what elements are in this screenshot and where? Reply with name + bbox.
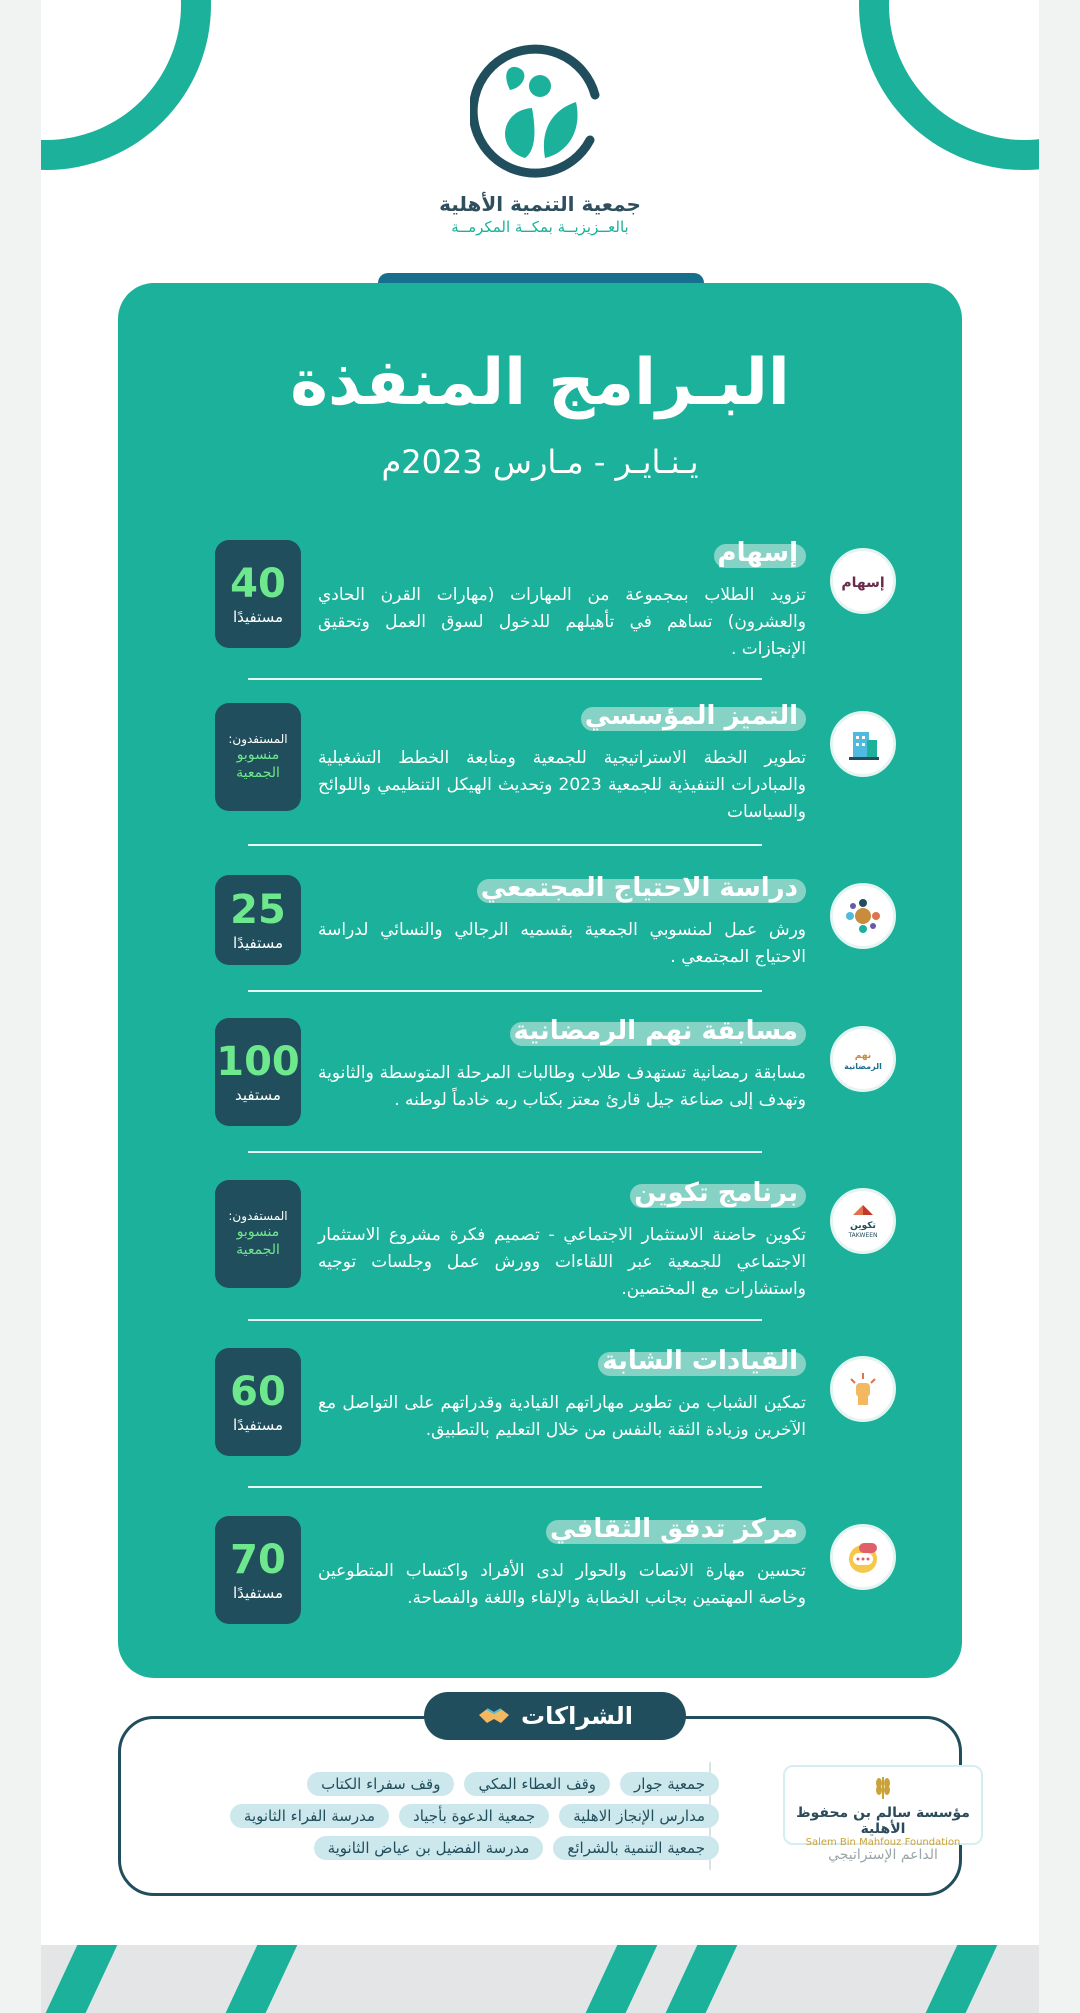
period-subtitle: يـنـايـر - مـارس 2023م [381, 443, 699, 481]
beneficiary-count: 40 [230, 561, 286, 607]
org-logo [41, 40, 1039, 236]
divider [248, 990, 762, 992]
program-description: تحسين مهارة الانصات والحوار لدى الأفراد واكتساب المتطوعين وخاصة المهتمين بجانب الخطابة والإلقاء واللغة والفصاحة. [318, 1561, 806, 1608]
programs-card [118, 283, 962, 1678]
sponsor-name-en: Salem Bin Mahfouz Foundation [805, 1837, 961, 1848]
building-icon [830, 711, 896, 777]
svg-text:تكوين: تكوين [850, 1221, 876, 1231]
footer-stripe [41, 1945, 122, 2013]
beneficiary-count: 70 [230, 1537, 286, 1583]
program-title: دراسة الاحتياج المجتمعي [477, 871, 806, 905]
footer-decoration [41, 1945, 1039, 2013]
program-title: مركز تدفق الثقافي [546, 1512, 806, 1546]
partners-list [219, 1772, 719, 1860]
partner-chip: وقف العطاء المكي [464, 1772, 610, 1796]
sponsor-name: مؤسسة سالم بن محفوظ الأهلية [796, 1805, 970, 1837]
program-description: تزويد الطلاب بمجموعة من المهارات (مهارات القرن الحادي والعشرون) تساهم في تأهيلهم للدخول لسوق العمل وتحقيق الإنجازات . [318, 585, 806, 659]
partner-chip: مدارس الإنجاز الاهلية [559, 1804, 719, 1828]
program-description: تطوير الخطة الاستراتيجية للجمعية ومتابعة الخطط التشغيلية والمبادرات التنفيذية للجمعية 2023 وتحديث الهيكل التنظيمي واللوائح والسياسات [318, 748, 807, 822]
beneficiary-label: مستفيدًا [232, 1584, 284, 1602]
partner-chip: جمعية الدعوة بأجياد [399, 1804, 549, 1828]
divider [248, 1151, 762, 1153]
partner-chip: مدرسة الفضيل بن عياض الثانوية [314, 1836, 544, 1860]
beneficiary-count: 100 [216, 1039, 300, 1085]
org-location: بالعــزيزيــة بمكــة المكرمــة [451, 218, 629, 236]
page-title: البـرامج المنفذة [290, 346, 790, 420]
footer-stripe [220, 1945, 302, 2013]
partner-chip: مدرسة الفراء الثانوية [230, 1804, 389, 1828]
speech-bubbles-icon [830, 1524, 896, 1590]
nahem-ramadan-logo-icon [830, 1026, 896, 1092]
divider [248, 844, 762, 846]
program-item [118, 1016, 962, 1136]
divider [248, 678, 762, 680]
program-title: برنامج تكوين [630, 1176, 806, 1210]
footer-stripe [660, 1945, 742, 2013]
beneficiary-badge [215, 875, 301, 965]
beneficiary-badge [215, 1348, 301, 1456]
beneficiary-badge [215, 703, 301, 811]
program-title: التميز المؤسسي [581, 699, 806, 733]
program-description: تكوين حاضنة الاستثمار الاجتماعي - تصميم فكرة مشروع الاستثمار الاجتماعي للجمعية عبر اللقاءات وورش عمل وجلسات توجيه واستشارات مع المختصين. [318, 1225, 806, 1299]
strategic-sponsor-logo [783, 1765, 983, 1848]
handshake-icon [477, 1705, 511, 1727]
org-logo-icon [470, 40, 610, 180]
program-description: تمكين الشباب من تطوير مهاراتهم القيادية وقدراتهم على التواصل مع الآخرين وزيادة الثقة بالنفس من خلال التعليم بالتطبيق. [318, 1393, 806, 1440]
beneficiary-label: المستفدون: [228, 1209, 288, 1223]
footer-stripe [580, 1945, 662, 2013]
beneficiary-label: مستفيد [235, 1086, 281, 1104]
svg-text:الرمضانية: الرمضانية [844, 1062, 882, 1071]
program-title: مسابقة نهم الرمضانية [510, 1014, 806, 1048]
program-title: القيادات الشابة [598, 1344, 806, 1378]
program-title: إسهام [714, 536, 806, 570]
divider [248, 1319, 762, 1321]
beneficiary-group: منسوبو الجمعية [236, 747, 280, 781]
divider [248, 1486, 762, 1488]
partner-chip: جمعية التنمية بالشرائع [553, 1836, 719, 1860]
program-item [118, 1346, 962, 1466]
wheat-icon [873, 1773, 893, 1799]
partnerships-heading [424, 1692, 686, 1740]
takween-logo-icon [830, 1188, 896, 1254]
partner-chip: جمعية جوار [620, 1772, 719, 1796]
beneficiary-count: 60 [230, 1369, 286, 1415]
raised-fist-icon [830, 1356, 896, 1422]
beneficiary-count: 25 [230, 887, 286, 933]
program-description: مسابقة رمضانية تستهدف طلاب وطالبات المرحلة المتوسطة والثانوية وتهدف إلى صناعة جيل قارئ معتز بكتاب ربه خادماً لوطنه . [318, 1063, 806, 1110]
meeting-table-icon [830, 883, 896, 949]
infographic-page [41, 0, 1039, 2013]
partner-chip: وقف سفراء الكتاب [307, 1772, 454, 1796]
org-name: جمعية التنمية الأهلية [439, 192, 641, 216]
ishaam-logo-icon [830, 548, 896, 614]
sponsor-role-label: الداعم الإستراتيجي [828, 1847, 938, 1863]
program-description: ورش عمل لمنسوبي الجمعية بقسميه الرجالي والنسائي لدراسة الاحتياج المجتمعي . [318, 920, 806, 967]
beneficiary-label: مستفيدًا [232, 934, 284, 952]
svg-text:إسهام: إسهام [841, 575, 885, 591]
program-item [118, 1514, 962, 1634]
beneficiary-group: منسوبو الجمعية [236, 1224, 280, 1258]
svg-text:نهم: نهم [854, 1051, 872, 1061]
footer-stripe [920, 1945, 1002, 2013]
beneficiary-badge [215, 1516, 301, 1624]
beneficiary-badge [215, 1180, 301, 1288]
beneficiary-label: المستفدون: [228, 732, 288, 746]
program-item [118, 1178, 962, 1298]
beneficiary-label: مستفيدًا [232, 1416, 284, 1434]
program-item [118, 873, 962, 993]
beneficiary-label: مستفيدًا [232, 608, 284, 626]
beneficiary-badge [215, 1018, 301, 1126]
partnerships-title: الشراكات [521, 1702, 633, 1730]
beneficiary-badge [215, 540, 301, 648]
program-item [118, 701, 962, 821]
program-item [118, 538, 962, 658]
svg-text:TAKWEEN: TAKWEEN [848, 1232, 878, 1239]
